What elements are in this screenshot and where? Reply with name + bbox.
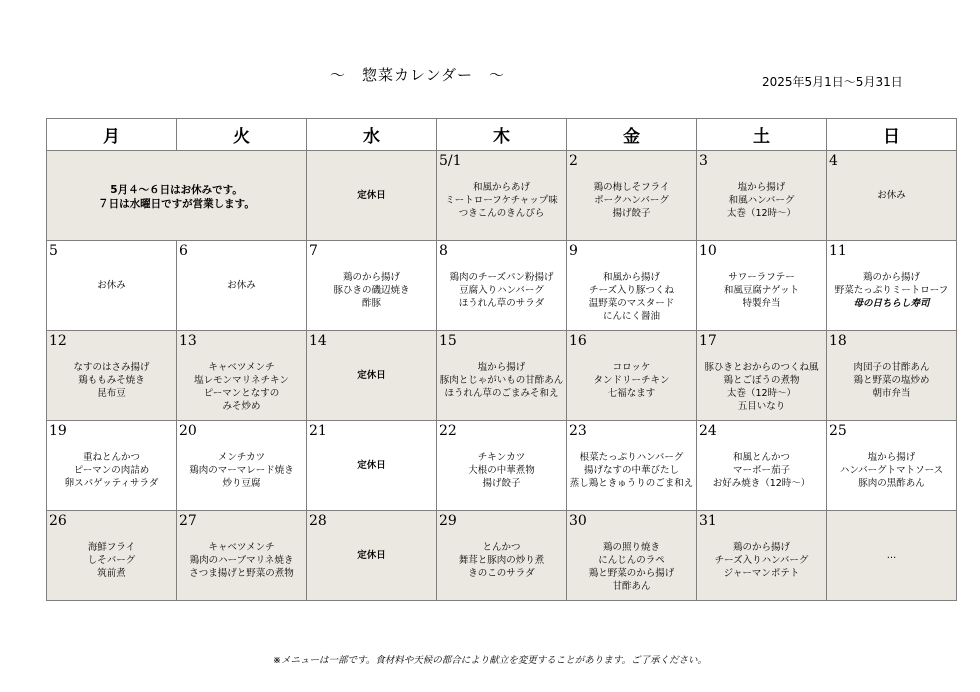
day-number: 22 <box>439 423 457 439</box>
menu-items <box>307 271 436 310</box>
menu-item: 大根の中華煮物 <box>468 465 535 476</box>
menu-items <box>697 361 826 413</box>
menu-item: サワーラフテー <box>728 272 795 283</box>
week-row <box>47 151 957 241</box>
day-cell <box>437 151 567 241</box>
menu-item: 和風とんかつ <box>732 452 790 463</box>
menu-item: 鶏とごぼうの煮物 <box>723 375 800 386</box>
day-number: 27 <box>179 513 197 529</box>
weekday-wed: 水 <box>307 119 437 151</box>
closed-label: 定休日 <box>357 190 386 201</box>
day-number: 28 <box>309 513 327 529</box>
menu-item: チキンカツ <box>477 452 526 463</box>
week-row <box>47 241 957 331</box>
menu-item: 鶏の梅しそフライ <box>593 182 670 193</box>
menu-items <box>47 361 176 400</box>
menu-item: 卵スパゲッティサラダ <box>64 478 159 489</box>
day-number: 5 <box>49 243 58 259</box>
menu-item: ピーマンとなすの <box>203 388 280 399</box>
day-cell <box>697 511 827 601</box>
menu-items <box>177 451 306 490</box>
menu-item: 筑前煮 <box>97 568 126 579</box>
weekday-fri: 金 <box>567 119 697 151</box>
menu-items <box>567 271 696 323</box>
menu-item: 太巻（12時～） <box>726 208 797 219</box>
menu-item: お好み焼き（12時～） <box>712 478 811 489</box>
closed-label: 定休日 <box>357 370 386 381</box>
day-number: 2 <box>569 153 578 169</box>
menu-items <box>697 271 826 310</box>
menu-item: 豚ひきの磯辺焼き <box>333 285 410 296</box>
menu-item: 塩から揚げ <box>477 362 526 373</box>
day-number: 13 <box>179 333 197 349</box>
menu-item: 鶏肉のマーマレード焼き <box>189 465 294 476</box>
day-number: 5/1 <box>439 153 462 169</box>
menu-items <box>437 271 566 310</box>
menu-items <box>307 151 436 240</box>
menu-items <box>567 541 696 593</box>
menu-item: 和風豆腐ナゲット <box>723 285 800 296</box>
menu-item: ポークハンバーグ <box>594 195 669 206</box>
menu-item: ハンバーグトマトソース <box>839 465 944 476</box>
menu-items <box>177 361 306 413</box>
calendar-title: ～ 惣菜カレンダー ～ <box>330 66 506 84</box>
notice-line: 5月４～６日はお休みです。 <box>110 184 243 196</box>
menu-item: 炒り豆腐 <box>222 478 261 489</box>
day-number: 9 <box>569 243 578 259</box>
menu-item: 豚肉の黒酢あん <box>858 478 925 489</box>
day-cell <box>47 421 177 511</box>
weekday-tue: 火 <box>177 119 307 151</box>
day-cell <box>697 421 827 511</box>
day-number: 19 <box>49 423 67 439</box>
day-cell <box>697 241 827 331</box>
menu-item: 五目いなり <box>737 401 786 412</box>
menu-item: きのこのサラダ <box>468 568 535 579</box>
week-row <box>47 331 957 421</box>
day-number: 23 <box>569 423 587 439</box>
menu-items <box>827 361 956 400</box>
day-cell <box>437 421 567 511</box>
day-number: 26 <box>49 513 67 529</box>
menu-item: 和風から揚げ <box>602 272 660 283</box>
menu-items <box>827 511 956 600</box>
day-cell <box>307 421 437 511</box>
menu-item: 鶏と野菜のから揚げ <box>588 568 675 579</box>
menu-item: 鶏の照り焼き <box>602 542 660 553</box>
day-number: 12 <box>49 333 67 349</box>
day-cell <box>567 421 697 511</box>
day-number: 25 <box>829 423 847 439</box>
day-number: 6 <box>179 243 188 259</box>
weekday-thu: 木 <box>437 119 567 151</box>
menu-item: 根菜たっぷりハンバーグ <box>579 452 684 463</box>
menu-item: 甘酢あん <box>612 581 651 592</box>
day-cell <box>47 331 177 421</box>
menu-item: 鶏のから揚げ <box>862 272 920 283</box>
day-cell <box>307 331 437 421</box>
menu-items <box>307 331 436 420</box>
day-cell <box>47 241 177 331</box>
menu-item: メンチカツ <box>217 452 266 463</box>
day-cell <box>307 241 437 331</box>
menu-item: 鶏肉のチーズパン粉揚げ <box>449 272 554 283</box>
day-cell <box>567 151 697 241</box>
menu-items <box>47 451 176 490</box>
menu-item: 鶏のから揚げ <box>732 542 790 553</box>
day-number: 16 <box>569 333 587 349</box>
day-cell <box>47 511 177 601</box>
menu-item: タンドリーチキン <box>593 375 670 386</box>
weekday-sat: 土 <box>697 119 827 151</box>
menu-item: 七福なます <box>607 388 656 399</box>
menu-items <box>827 151 956 240</box>
menu-item: 重ねとんかつ <box>82 452 140 463</box>
menu-items <box>177 241 306 330</box>
menu-items <box>177 541 306 580</box>
day-cell <box>177 511 307 601</box>
day-cell <box>827 511 957 601</box>
holiday-notice-cell <box>47 151 307 241</box>
menu-items <box>567 361 696 400</box>
day-number: 30 <box>569 513 587 529</box>
day-cell <box>437 511 567 601</box>
menu-items <box>307 511 436 600</box>
menu-item: 酢豚 <box>361 298 381 309</box>
day-number: 24 <box>699 423 717 439</box>
menu-items <box>697 541 826 580</box>
day-number: 18 <box>829 333 847 349</box>
day-cell <box>827 331 957 421</box>
menu-item: ほうれん草のごまみそ和え <box>444 388 559 399</box>
menu-item: 鶏のから揚げ <box>342 272 400 283</box>
menu-item: お休み <box>97 280 126 291</box>
menu-item: 揚げ餃子 <box>482 478 521 489</box>
day-number: 4 <box>829 153 838 169</box>
menu-item: 鶏ももみそ焼き <box>78 375 145 386</box>
menu-item: 太巻（12時～） <box>726 388 797 399</box>
menu-item: 揚げなすの中華びたし <box>583 465 679 476</box>
menu-item: 母の日ちらし寿司 <box>853 298 930 309</box>
menu-items <box>47 541 176 580</box>
calendar-period: 2025年5月1日～5月31日 <box>762 75 903 89</box>
menu-item: 和風ハンバーグ <box>728 195 795 206</box>
menu-item: 豚肉とじゃがいもの甘酢あん <box>439 375 564 386</box>
menu-item: お休み <box>227 280 256 291</box>
menu-item: コロッケ <box>612 362 651 373</box>
day-cell <box>437 241 567 331</box>
menu-item: みそ炒め <box>222 401 261 412</box>
menu-items <box>827 271 956 310</box>
day-cell <box>697 151 827 241</box>
menu-items <box>437 361 566 400</box>
day-cell <box>177 421 307 511</box>
menu-item: にんにく醤油 <box>602 311 660 322</box>
day-number: 17 <box>699 333 717 349</box>
week-row <box>47 511 957 601</box>
menu-items <box>567 181 696 220</box>
menu-item: 海鮮フライ <box>87 542 136 553</box>
day-number: 3 <box>699 153 708 169</box>
day-cell <box>177 331 307 421</box>
menu-item: 塩から揚げ <box>737 182 786 193</box>
menu-item: 揚げ餃子 <box>612 208 651 219</box>
menu-item: 昆布豆 <box>97 388 126 399</box>
menu-item: とんかつ <box>482 542 521 553</box>
day-number: 11 <box>829 243 847 259</box>
day-number: 20 <box>179 423 197 439</box>
menu-item: ジャーマンポテト <box>723 568 800 579</box>
menu-item: 豆腐入りハンバーグ <box>459 285 544 296</box>
weekday-sun: 日 <box>827 119 957 151</box>
menu-items <box>437 541 566 580</box>
day-number: 31 <box>699 513 717 529</box>
menu-item: つきこんのきんぴら <box>458 208 545 219</box>
menu-item: 鶏肉のハーブマリネ焼き <box>189 555 294 566</box>
day-cell <box>827 151 957 241</box>
day-cell <box>437 331 567 421</box>
weekday-header-row <box>47 119 957 151</box>
day-cell <box>567 241 697 331</box>
day-cell <box>307 151 437 241</box>
menu-item: ミートローフケチャップ味 <box>445 195 558 206</box>
holiday-notice <box>47 183 306 211</box>
menu-item: なすのはさみ揚げ <box>73 362 150 373</box>
day-number: 29 <box>439 513 457 529</box>
menu-items <box>567 451 696 490</box>
menu-item: マーボー茄子 <box>732 465 790 476</box>
menu-item: ピーマンの肉詰め <box>73 465 150 476</box>
menu-item: … <box>886 550 897 561</box>
menu-items <box>697 451 826 490</box>
day-cell <box>827 241 957 331</box>
menu-items <box>437 451 566 490</box>
menu-item: 野菜たっぷりミートローフ <box>834 285 949 296</box>
day-number: 10 <box>699 243 717 259</box>
day-cell <box>567 511 697 601</box>
day-number: 14 <box>309 333 327 349</box>
menu-calendar <box>46 118 957 601</box>
menu-item: 特製弁当 <box>742 298 781 309</box>
menu-item: 蒸し鶏ときゅうりのごま和え <box>569 478 694 489</box>
day-number: 7 <box>309 243 318 259</box>
closed-label: 定休日 <box>357 550 386 561</box>
menu-item: 肉団子の甘酢あん <box>853 362 930 373</box>
menu-item: さつま揚げと野菜の煮物 <box>189 568 294 579</box>
menu-item: しそバーグ <box>87 555 136 566</box>
menu-items <box>827 451 956 490</box>
menu-item: ほうれん草のサラダ <box>458 298 545 309</box>
menu-item: 温野菜のマスタード <box>588 298 675 309</box>
day-cell <box>567 331 697 421</box>
closed-label: 定休日 <box>357 460 386 471</box>
menu-item: お休み <box>877 190 906 201</box>
menu-item: チーズ入り豚つくね <box>588 285 675 296</box>
menu-item: 豚ひきとおからのつくね風 <box>704 362 819 373</box>
menu-item: にんじんのラペ <box>598 555 665 566</box>
menu-item: キャベツメンチ <box>208 362 275 373</box>
day-cell <box>307 511 437 601</box>
menu-item: 朝市弁当 <box>872 388 911 399</box>
menu-items <box>47 241 176 330</box>
menu-item: 鶏と野菜の塩炒め <box>853 375 930 386</box>
menu-item: 舞茸と豚肉の炒り煮 <box>458 555 545 566</box>
day-number: 15 <box>439 333 457 349</box>
menu-items <box>697 181 826 220</box>
menu-item: チーズ入りハンバーグ <box>714 555 809 566</box>
weekday-mon: 月 <box>47 119 177 151</box>
menu-item: 塩から揚げ <box>867 452 916 463</box>
notice-line: ７日は水曜日ですが営業します。 <box>98 198 255 210</box>
week-row <box>47 421 957 511</box>
footer-note: ※メニューは一部です。食材料や天候の都合により献立を変更することがあります。ご了承ください。 <box>273 655 707 666</box>
day-number: 21 <box>309 423 327 439</box>
day-cell <box>177 241 307 331</box>
day-cell <box>697 331 827 421</box>
day-cell <box>827 421 957 511</box>
menu-items <box>307 421 436 510</box>
menu-items <box>437 181 566 220</box>
menu-item: 塩レモンマリネチキン <box>194 375 289 386</box>
day-number: 8 <box>439 243 448 259</box>
menu-item: キャベツメンチ <box>208 542 275 553</box>
menu-item: 和風からあげ <box>472 182 530 193</box>
